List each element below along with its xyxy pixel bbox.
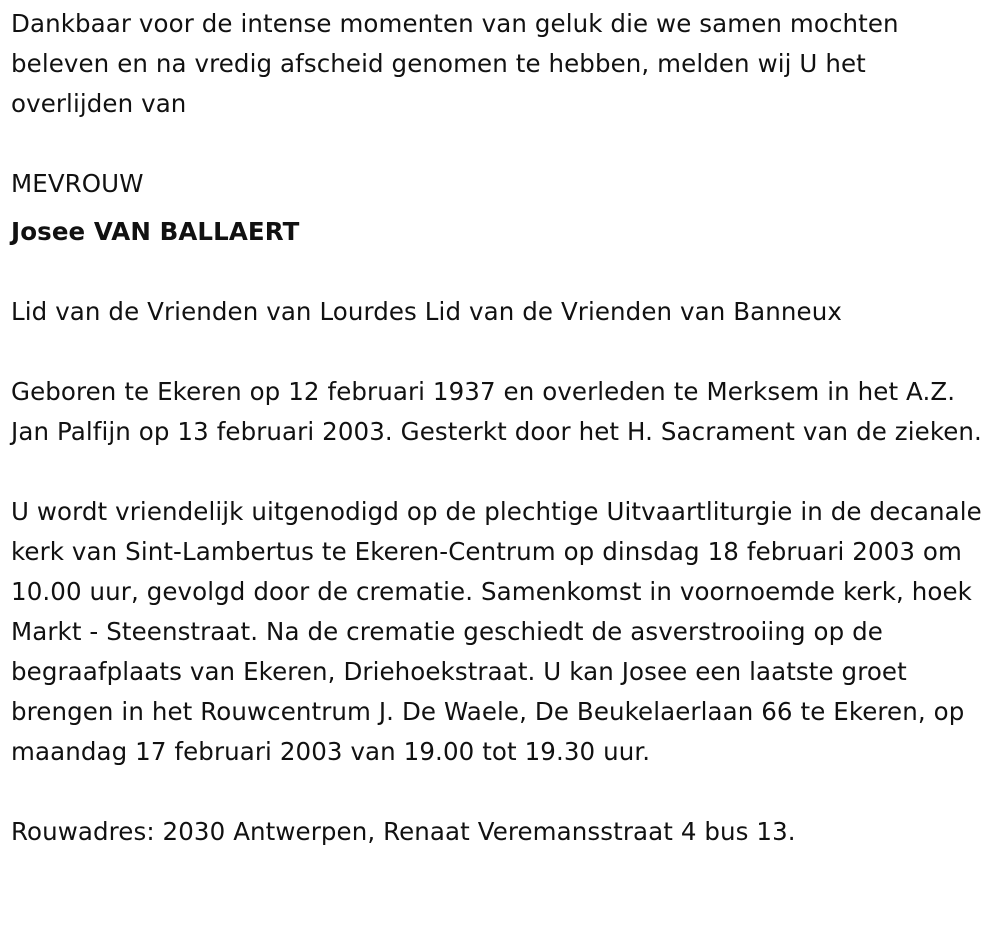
death-notice	[11, 4, 986, 852]
spacer	[11, 452, 986, 492]
spacer	[11, 332, 986, 372]
spacer	[11, 252, 986, 292]
address-line: Rouwadres: 2030 Antwerpen, Renaat Veremansstraat 4 bus 13.	[11, 817, 796, 846]
deceased-name: Josee VAN BALLAERT	[11, 217, 300, 246]
ceremony-paragraph: U wordt vriendelijk uitgenodigd op de plechtige Uitvaartliturgie in de decanale kerk van Sint-Lambertus te Ekeren-Centrum op dinsdag 18 februari 2003 om 10.00 uur, gevolgd door de crematie. Samenkomst in voornoemde kerk, hoek Markt - Steenstraat. Na de crematie geschiedt de asverstrooiing op de begraafplaats van Ekeren, Driehoekstraat. U kan Josee een laatste groet brengen in het Rouwcentrum J. De Waele, De Beukelaerlaan 66 te Ekeren, op maandag 17 februari 2003 van 19.00 tot 19.30 uur.	[11, 497, 982, 766]
spacer	[11, 772, 986, 812]
spacer	[11, 124, 986, 164]
spacer	[11, 204, 986, 212]
membership-paragraph: Lid van de Vrienden van Lourdes Lid van de Vrienden van Banneux	[11, 297, 842, 326]
title-line: MEVROUW	[11, 169, 144, 198]
intro-paragraph: Dankbaar voor de intense momenten van geluk die we samen mochten beleven en na vredig afscheid genomen te hebben, melden wij U het overlijden van	[11, 9, 899, 118]
birth-death-paragraph: Geboren te Ekeren op 12 februari 1937 en overleden te Merksem in het A.Z. Jan Palfijn op 13 februari 2003. Gesterkt door het H. Sacrament van de zieken.	[11, 377, 982, 446]
